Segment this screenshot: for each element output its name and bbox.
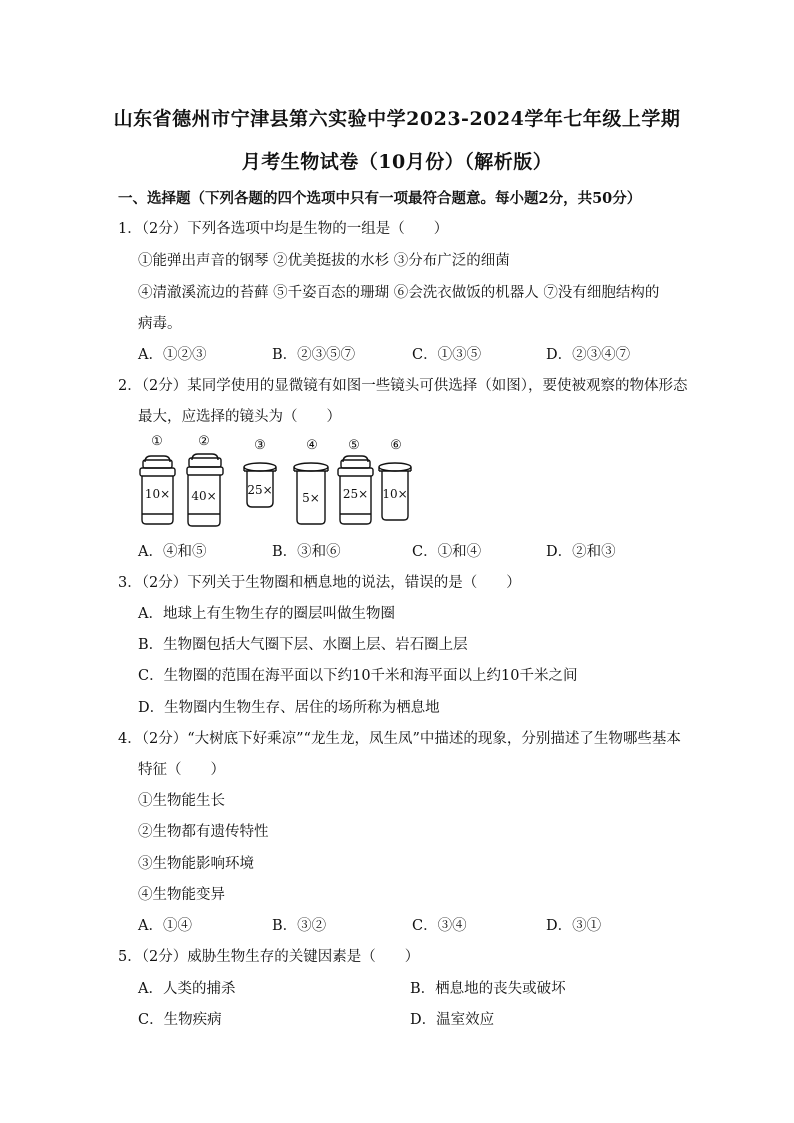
q5-option-b: B．栖息地的丧失或破坏 — [410, 981, 566, 997]
q3-option-d: D．生物圈内生物生存、居住的场所称为栖息地 — [138, 700, 440, 716]
lens-number-6: ⑥ — [390, 438, 402, 453]
lens-4-magnification: 5× — [302, 491, 320, 505]
q5-stem: 5．（2分）威胁生物生存的关键因素是（ ） — [118, 949, 420, 965]
q4-item-3: ③生物能影响环境 — [138, 856, 254, 872]
lens-number-5: ⑤ — [348, 438, 360, 453]
q1-option-b: B．②③⑤⑦ — [272, 347, 356, 363]
q2-stem-line2: 最大，应选择的镜头为（ ） — [138, 409, 341, 425]
lens-number-2: ② — [198, 434, 210, 449]
q1-stem: 1．（2分）下列各选项中均是生物的一组是（ ） — [118, 221, 449, 237]
lens-6-magnification: 10× — [382, 487, 408, 501]
q2-option-a: A．④和⑤ — [138, 544, 207, 560]
q3-stem: 3．（2分）下列关于生物圈和栖息地的说法，错误的是（ ） — [118, 575, 521, 591]
q4-item-4: ④生物能变异 — [138, 887, 225, 903]
q2-stem-line1: 2．（2分）某同学使用的显微镜有如图一些镜头可供选择（如图），要使被观察的物体形态 — [118, 378, 688, 394]
q4-item-2: ②生物都有遗传特性 — [138, 824, 269, 840]
q3-option-a: A．地球上有生物生存的圈层叫做生物圈 — [138, 606, 395, 622]
q4-stem-line2: 特征（ ） — [138, 762, 225, 778]
microscope-lenses-figure — [130, 434, 430, 534]
q4-stem-line1: 4．（2分）“大树底下好乘凉”“龙生龙，凤生凤”中描述的现象，分别描述了生物哪些基本 — [118, 731, 681, 747]
q4-option-c: C．③④ — [412, 918, 467, 934]
lens-3-magnification: 25× — [247, 483, 273, 497]
exam-title-line1: 山东省德州市宁津县第六实验中学2023-2024学年七年级上学期 — [113, 108, 681, 130]
q1-option-d: D．②③④⑦ — [546, 347, 631, 363]
q4-item-1: ①生物能生长 — [138, 793, 225, 809]
q4-option-b: B．③② — [272, 918, 327, 934]
q2-option-d: D．②和③ — [546, 544, 616, 560]
lens-number-3: ③ — [254, 438, 266, 453]
exam-title-line2: 月考生物试卷（10月份）（解析版） — [241, 151, 553, 173]
q5-option-d: D．温室效应 — [410, 1012, 495, 1028]
q3-option-b: B．生物圈包括大气圈下层、水圈上层、岩石圈上层 — [138, 637, 468, 653]
q1-items-line2: ④清澈溪流边的苔藓 ⑤千姿百态的珊瑚 ⑥会洗衣做饭的机器人 ⑦没有细胞结构的 — [138, 285, 660, 301]
q5-option-a: A．人类的捕杀 — [138, 981, 236, 997]
q4-option-a: A．①④ — [138, 918, 192, 934]
lens-2-magnification: 40× — [191, 489, 217, 503]
lens-number-4: ④ — [306, 438, 318, 453]
q5-option-c: C．生物疾病 — [138, 1012, 222, 1028]
q2-option-c: C．①和④ — [412, 544, 482, 560]
q1-items-line3: 病毒。 — [138, 316, 182, 332]
q1-items-line1: ①能弹出声音的钢琴 ②优美挺拔的水杉 ③分布广泛的细菌 — [138, 253, 510, 269]
q2-option-b: B．③和⑥ — [272, 544, 341, 560]
lens-5-magnification: 25× — [342, 487, 369, 501]
section-heading: 一、选择题（下列各题的四个选项中只有一项最符合题意。每小题2分，共50分） — [118, 190, 642, 207]
lens-number-1: ① — [151, 434, 163, 449]
q1-option-c: C．①③⑤ — [412, 347, 482, 363]
lens-1-magnification: 10× — [144, 487, 171, 501]
q4-option-d: D．③① — [546, 918, 602, 934]
q3-option-c: C．生物圈的范围在海平面以下约10千米和海平面以上约10千米之间 — [138, 668, 578, 684]
q1-option-a: A．①②③ — [138, 347, 207, 363]
